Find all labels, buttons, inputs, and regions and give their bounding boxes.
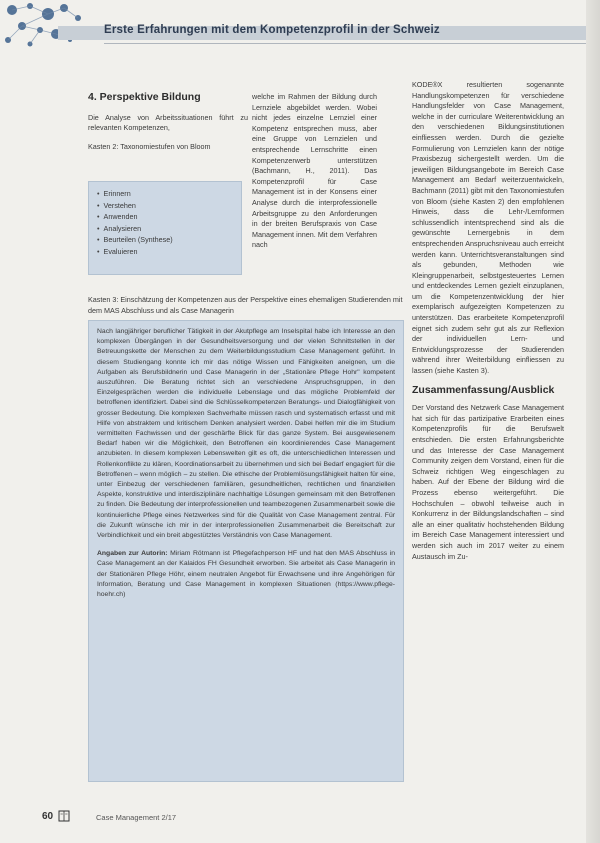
bloom-taxonomy-list — [89, 188, 241, 258]
body-paragraph: welche im Rahmen der Bildung durch Lernziele abgebildet werden. Wobei nicht jedes einzelne Lernziel einer Kompetenz entsprechen muss, aber eine Gruppe von Lernzielen und entsprechende Lernschritte einen Kompetenzerwerb unterstützen (Bachmann, H., 2011). Das Kompetenzprofil für Case Management ist in der Konsens einer Analyse durch die interprofessionelle Arbeitsgruppe zu den Anforderungen in der breiten Berufspraxis von Case Management innen. Mit dem Verfahren nach — [252, 92, 377, 250]
kasten2-caption: Kasten 2: Taxonomiestufen von Bloom — [88, 141, 211, 151]
kasten3-content — [97, 327, 395, 600]
section-heading-bildung: 4. Perspektive Bildung — [88, 91, 201, 103]
list-item: • Erinnern — [97, 188, 241, 200]
page-edge — [586, 0, 600, 843]
author-text: Miriam Rötmann ist Pflegefachperson HF und hat den MAS Abschluss in Case Management an der Kalaidos FH Gesundheit erworben. Sie arbeitet als Case Managerin in der Stationären Pflege Höhr, einem neutralen Angebot für Erwachsene und ihre Angehörigen für Information, Beratung und Case Management in komplexen Situationen (https://www.pflege-hoehr.ch) — [97, 550, 395, 599]
body-paragraph: Der Vorstand des Netzwerk Case Management hat sich für das partizipative Erarbeiten eines Kompetenzprofils für die Berufswelt entschieden. Die ersten Erfahrungsberichte und das Interesse der Case Management Community zeigen dem Vorstand, einen für die Schweiz richtigen Weg eingeschlagen zu haben. Auf der Ebene der Bildung wird die Prozess ebenso weitergeführt. Die Hochschulen – obwohl teilweise auch in Konkurrenz in der Bildungslandschaften – sind alle an einer qualitativ hochstehenden Bildung im Bereich Case Management interessiert und werden sich auch im 2017 weiter zu einem Austausch im Zu- — [412, 403, 564, 561]
section-heading-zusammenfassung: Zusammenfassung/Ausblick — [412, 383, 555, 396]
list-item: • Evaluieren — [97, 246, 241, 258]
column-1 — [88, 92, 248, 152]
column-3 — [412, 80, 564, 562]
list-item: • Analysieren — [97, 223, 241, 235]
list-item: • Anwenden — [97, 211, 241, 223]
page-footer — [0, 808, 600, 838]
kasten3-caption: Kasten 3: Einschätzung der Kompetenzen aus der Perspektive eines ehemaligen Studierenden mit dem MAS Abschluss und als Case Managerin — [88, 295, 403, 315]
kasten3-body: Nach langjähriger beruflicher Tätigkeit in der Akutpflege am Inselspital habe ich Interesse an den komplexen Übergängen in der Gesundheitsversorgung und der vielen Schnittstellen in der Betreuungskette der Menschen zu dem Weiterbildungsstudium Case Management geführt. In diesem Studiengang konnte ich mir das nötige Wissen und Fähigkeiten aneignen, um die Aufgaben als Berufsbildnerin und Case Managerin in der „Stationäre Pflege Hohr" kompetent auszuführen. Die Beratung richtet sich an verschiedene Anspruchsgruppen, in den Einzelgesprächen werden die individuelle Lebenslage und das mögliche Problemfeld der betroffenen identifiziert. Dabei sind die Schlüsselkompetenzen Beratungs- und Dialogfähigkeit von grosser Bedeutung. Die komplexen Sachverhalte müssen rasch und systematisch erfasst und mit Hilfe von abstraktem und kritischem Denken analysiert werden. Dabei helfen mir die im Studium vermittelten Fachwissen und der geschärfte Blick für das ganze System. Bei ausgewiesenem Bedarf haben wir die Möglichkeit, den Betroffenen ein koordinierendes Case Management anzubieten. In diesem komplexen Lebenswelten gilt es oft, die unterschiedlichen Interessen und Rollenkonflikte zu klären, Koordinationsarbeit zu übernehmen und sich bei Bedarf engagiert für die Betroffenen – wenn möglich – zu stellen. Die ethische der Problemlösungsfähigkeit halten für eine, unter Einbezug der verschiedenen familiären, gesundheitlichen, rechtlichen und finanziellen Aspekte, konstruktive und interdisziplinäre nachhaltige Lösungen gemeinsam mit den Betroffenen zu finden. Die Bedeutung der interprofessionellen und teambezogenen Zusammenarbeit sowie die kontinuierliche Pflege eines Netzwerkes sind für die Qualität von Case Management zentral. Für die Zukunft wünsche ich mir in der interprofessionellen Zusammenarbeit die Bereitschaft zur Verbindlichkeit und ein breit abgestütztes Verständnis von Case Management. — [97, 328, 395, 540]
kasten2-box — [88, 181, 242, 275]
journal-name: Case Management 2/17 — [96, 813, 177, 822]
header-rule — [104, 43, 586, 44]
list-item: • Beurteilen (Synthese) — [97, 234, 241, 246]
list-item: • Verstehen — [97, 200, 241, 212]
column-2 — [252, 92, 377, 251]
intro-paragraph: Die Analyse von Arbeitssituationen führt zu relevanten Kompetenzen, — [88, 112, 248, 133]
running-header-title: Erste Erfahrungen mit dem Kompetenzprofil in der Schweiz — [104, 24, 440, 36]
body-paragraph: KODE®X resultierten sogenannte Handlungskompetenzen für verschiedene Handlungsfelder von Case Management, welche in der curriculare Weiterentwicklung an den verschiedenen Bildungsinstitutionen einfliessen werden. Durch die gezielte Formulierung von Lernzielen kann der nötige Praxisbezug sichergestellt werden. Um die jeweiligen Bildungsangebote im Bereich Case Management am Bedarf weiterzuentwickeln, Bachmann (2011) gibt mit den Taxonomiestufen von Bloom (siehe Kasten 2) den empfohlenen Hinweis, dass die Lehr-/Lernformen schlussendlich intentsprechend sind als die gewünschte Lernergebnis in dem entsprechenden Anspruchsniveau auch erreicht werden kann. Unterrichtsveranstaltungen sind als gebunden, Methoden wie Kleingruppenarbeit, selbstgesteuertes Lernen und entdeckendes Lernen gezielt einzuplanen, um die Kompetenzentwicklung der hier exemplarisch aufgezeigten Kompetenzen zu unterstützen. Das erarbeitete Kompetenzprofil eignet sich zudem sehr gut als zur Reflexion der individuellen Lern- und Entwicklungsprozesse der Studierenden während ihrer Weiterbildung einfliessen zu lassen (siehe Kasten 3). — [412, 80, 564, 376]
kasten3-box — [88, 320, 404, 782]
book-icon — [58, 810, 70, 822]
author-label: Angaben zur Autorin: — [97, 550, 168, 558]
page-header — [0, 0, 600, 60]
page-number: 60 — [42, 811, 54, 822]
author-info — [97, 549, 395, 600]
